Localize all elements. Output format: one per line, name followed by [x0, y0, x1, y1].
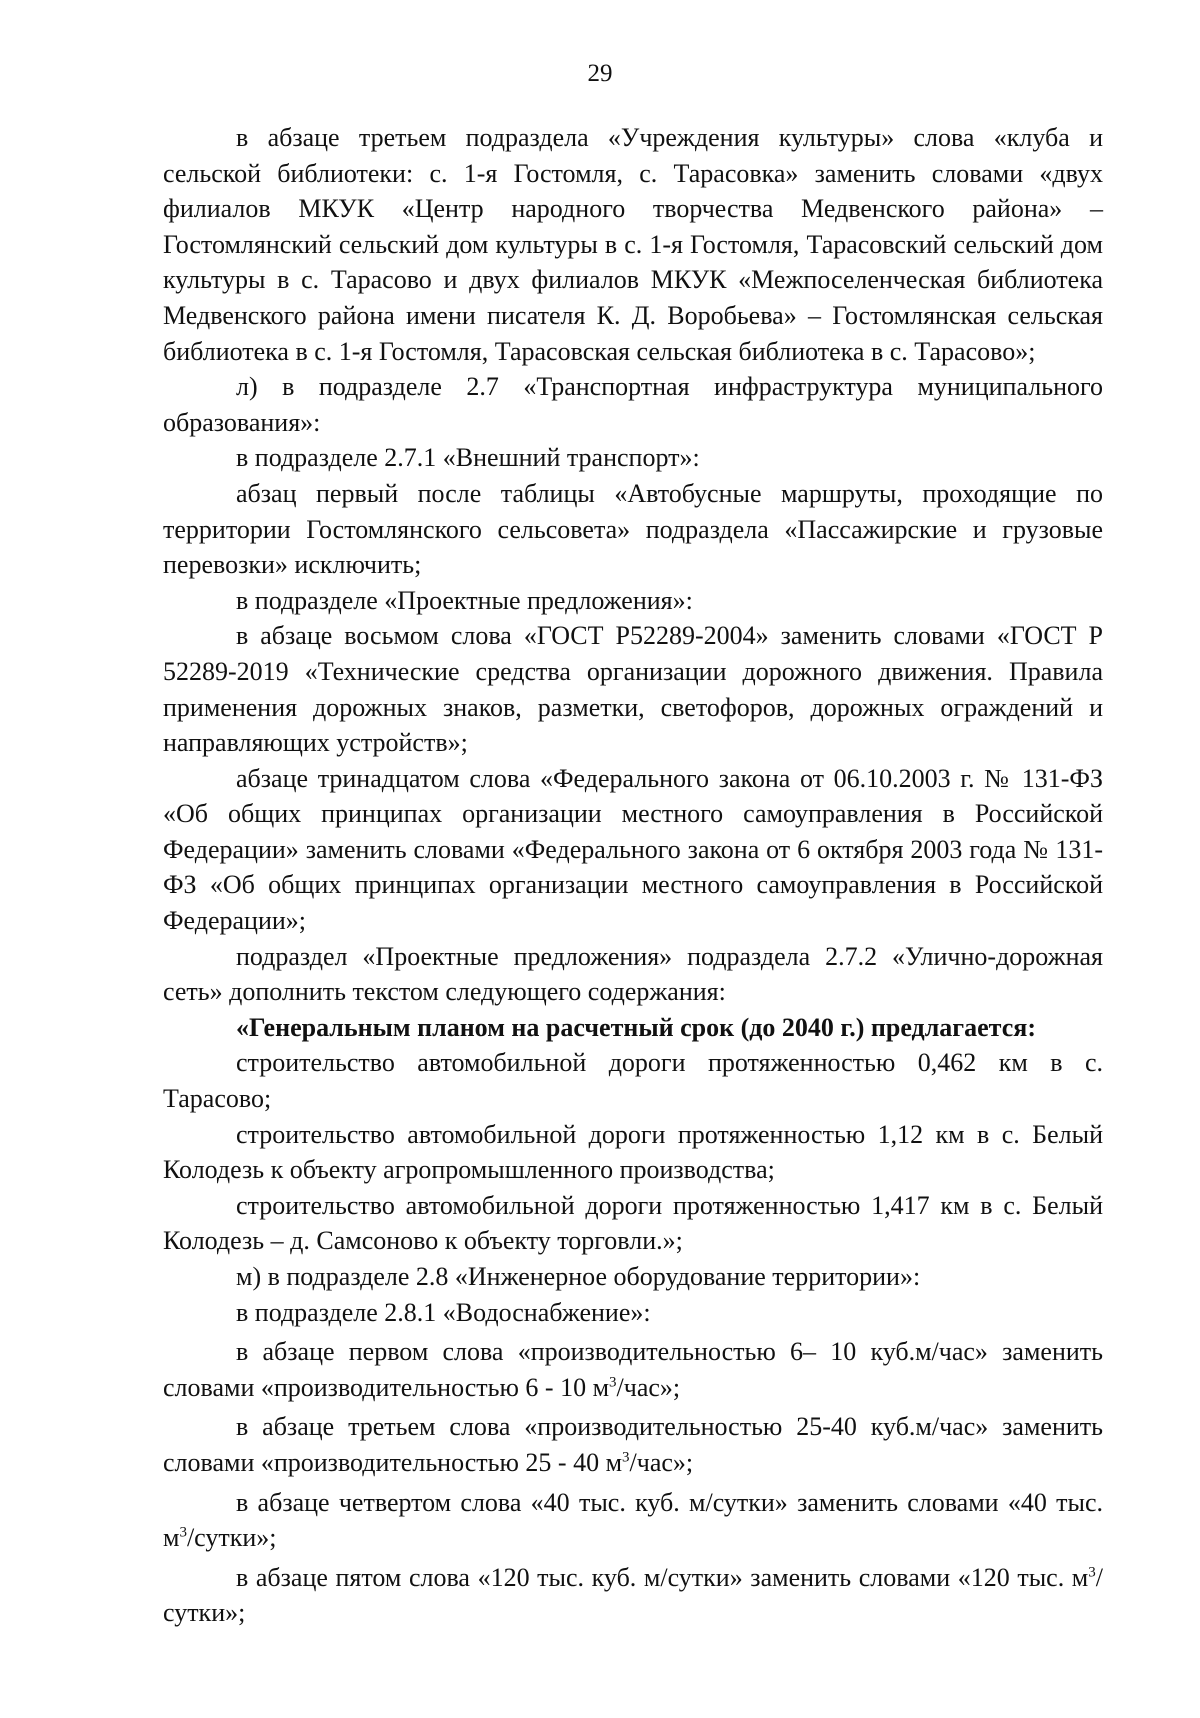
- paragraph-road-tarasovo: строительство автомобильной дороги протяженностью 0,462 км в с. Тарасово;: [163, 1048, 1103, 1114]
- text-segment: в абзаце четвертом слова «40 тыс. куб. м/сутки» заменить словами «40 тыс. м: [163, 1487, 1103, 1553]
- text-segment: /сутки»;: [163, 1562, 1103, 1628]
- text-segment: /час»;: [629, 1447, 694, 1477]
- paragraph-road-trade: строительство автомобильной дороги протяженностью 1,417 км в с. Белый Колодезь – д. Самсоново к объекту торговли.»;: [163, 1190, 1103, 1256]
- paragraph-general-plan-heading: «Генеральным планом на расчетный срок (до 2040 г.) предлагается:: [236, 1012, 1036, 1042]
- text-segment: в абзаце третьем слова «производительностью 25-40 куб.м/час» заменить словами «производительностью 25 - 40 м: [163, 1412, 1103, 1477]
- paragraph-water-fourth: [163, 1485, 1103, 1556]
- paragraph-transport-infrastructure: л) в подразделе 2.7 «Транспортная инфраструктура муниципального образования»:: [163, 372, 1103, 437]
- paragraph-water-first: [163, 1334, 1103, 1405]
- text-segment: в абзаце пятом слова «120 тыс. куб. м/сутки» заменить словами «120 тыс. м: [236, 1562, 1089, 1592]
- superscript: 3: [1088, 1564, 1096, 1581]
- paragraph-water-supply: в подразделе 2.8.1 «Водоснабжение»:: [236, 1297, 651, 1327]
- paragraph-street-network: подраздел «Проектные предложения» подраздела 2.7.2 «Улично-дорожная сеть» дополнить текстом следующего содержания:: [163, 941, 1103, 1007]
- text-segment: в абзаце первом слова «производительностью 6– 10 куб.м/час» заменить словами «производительностью 6 - 10 м: [163, 1337, 1103, 1402]
- paragraph-project-proposals: в подразделе «Проектные предложения»:: [236, 585, 693, 615]
- paragraph-federal-law: абзаце тринадцатом слова «Федерального закона от 06.10.2003 г. № 131-ФЗ «Об общих принципах организации местного самоуправления в Российской Федерации» заменить словами «Федерального закона от 6 октября 2003 года № 131-ФЗ «Об общих принципах организации местного самоуправления в Российской Федерации»;: [163, 763, 1103, 936]
- superscript: 3: [622, 1449, 630, 1466]
- paragraph-culture-institutions: в абзаце третьем подраздела «Учреждения культуры» слова «клуба и сельской библиотеки: с. 1-я Гостомля, с. Тарасовка» заменить словами «двух филиалов МКУК «Центр народного творчества Медвенского района» – Гостомлянский сельский дом культуры в с. 1-я Гостомля, Тарасовский сельский дом культуры в с. Тарасово и двух филиалов МКУК «Межпоселенческая библиотека Медвенского района имени писателя К. Д. Воробьева» – Гостомлянская сельская библиотека в с. 1-я Гостомля, Тарасовская сельская библиотека в с. Тарасово»;: [163, 123, 1103, 366]
- text-segment: /час»;: [616, 1372, 681, 1402]
- paragraph-bus-routes: абзац первый после таблицы «Автобусные маршруты, проходящие по территории Гостомлянского сельсовета» подраздела «Пассажирские и грузовые перевозки» исключить;: [163, 478, 1103, 580]
- text-segment: /сутки»;: [186, 1523, 277, 1553]
- document-body: [163, 120, 1103, 1631]
- paragraph-road-agro: строительство автомобильной дороги протяженностью 1,12 км в с. Белый Колодезь к объекту агропромышленного производства;: [163, 1119, 1103, 1185]
- paragraph-water-third: [163, 1409, 1103, 1480]
- paragraph-gost: в абзаце восьмом слова «ГОСТ Р52289-2004» заменить словами «ГОСТ Р 52289-2019 «Технические средства организации дорожного движения. Правила применения дорожных знаков, разметки, светофоров, дорожных ограждений и направляющих устройств»;: [163, 621, 1103, 758]
- paragraph-engineering-equipment: м) в подразделе 2.8 «Инженерное оборудование территории»:: [236, 1262, 921, 1291]
- superscript: 3: [609, 1374, 617, 1391]
- paragraph-external-transport: в подразделе 2.7.1 «Внешний транспорт»:: [236, 443, 700, 473]
- superscript: 3: [179, 1524, 187, 1541]
- paragraph-water-fifth: [163, 1560, 1103, 1631]
- page-number: 29: [587, 60, 613, 87]
